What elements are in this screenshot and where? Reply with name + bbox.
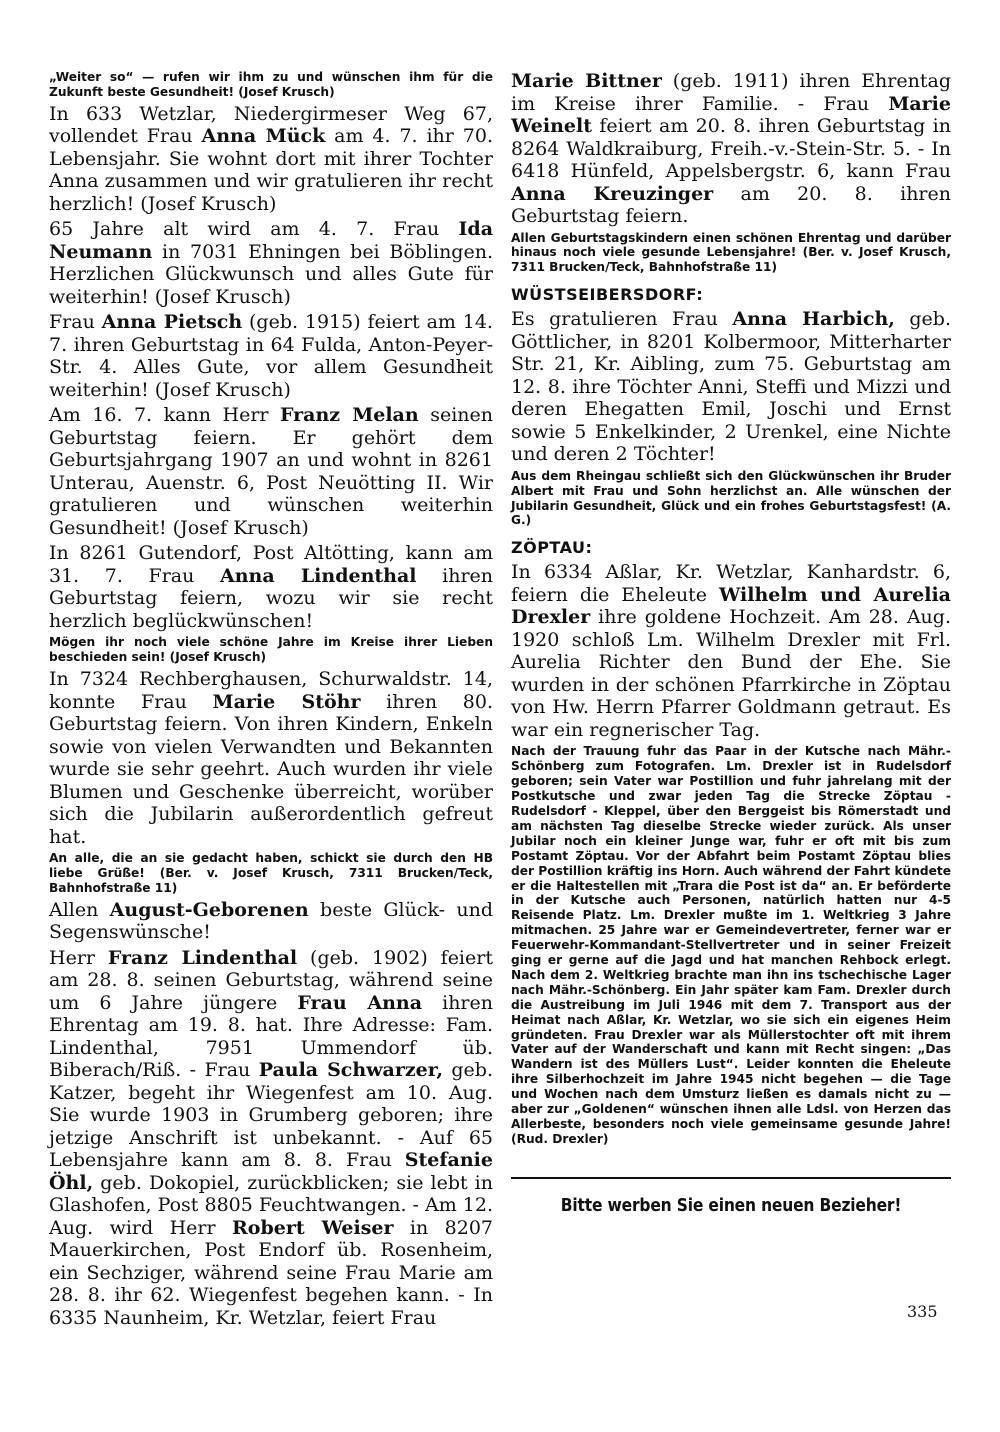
name-highlight: Anna Lindenthal xyxy=(219,564,417,587)
text-run: am 20. 8. ihren Geburtstag feiern. xyxy=(511,182,951,227)
small-print-paragraph xyxy=(49,70,493,100)
article-paragraph xyxy=(511,308,951,466)
text-run: Allen Geburtstagskindern einen schönen Ehrentag und darüber hinaus noch viele gesunde Lebensjahre! (Ber. v. Josef Krusch, 7311 Brucken/Teck, Bahnhofstraße 11) xyxy=(511,230,951,275)
name-highlight: Frau Anna xyxy=(297,991,423,1014)
article-paragraph xyxy=(511,70,951,228)
section-heading xyxy=(511,538,951,558)
article-paragraph xyxy=(511,561,951,741)
article-paragraph xyxy=(49,218,493,308)
name-highlight: August-Geborenen xyxy=(109,898,309,921)
text-run: geb. Dokopiel, zurückblicken; sie lebt in Glashofen, Post 8805 Feuchtwangen. - Am 12. Aug. wird Herr xyxy=(49,1171,494,1239)
text-run: in 7031 Ehningen bei Böblingen. Herzlichen Glückwunsch und alles Gute für weiterhin! (Josef Krusch) xyxy=(49,240,493,308)
text-run: am 4. 7. ihr 70. Lebensjahr. Sie wohnt dort mit ihrer Tochter Anna zusammen und wir gratulieren ihr recht herzlich! (Josef Krusch) xyxy=(49,125,493,215)
name-highlight: Stefanie Öhl, xyxy=(49,1149,493,1194)
article-paragraph xyxy=(49,404,493,539)
text-run: seinen Geburtstag feiern. Er gehört dem Geburtsjahrgang 1907 an und wohnt in 8261 Unterau, Auenstr. 6, Post Neuötting II. Wir gratulieren und wünschen weiterhin Gesundheit! (Josef Krusch) xyxy=(49,404,493,539)
text-run: An alle, die an sie gedacht haben, schickt sie durch den HB liebe Grüße! (Ber. v. Josef Krusch, 7311 Brucken/Teck, Bahnhofstraße 11) xyxy=(49,851,493,895)
text-run: WÜSTSEIBERSDORF: xyxy=(511,285,704,305)
text-run: ihre goldene Hochzeit. Am 28. Aug. 1920 schloß Lm. Wilhelm Drexler mit Frl. Aurelia Richter den Bund der Ehe. Sie wurden in der schönen Pfarrkirche in Zöptau von Hw. Herrn Pfarrer Goldmann getraut. Es war ein regnerischer Tag. xyxy=(511,606,951,741)
article-paragraph xyxy=(49,668,493,848)
text-run: In 633 Wetzlar, Niedergirmeser Weg 67, vollendet Frau xyxy=(49,102,493,148)
text-run: Nach der Trauung fuhr das Paar in der Kutsche nach Mähr.-Schönberg zum Fotografen. Lm. Drexler ist in Rudelsdorf geboren; sein Vater war Postillion und fuhr jahrelang mit der Postkutsche und zwar jeden Tag die Strecke Zöptau - Rudelsdorf - Kleppel, über den Berggeist bis Römerstadt und am nächsten Tag dieselbe Strecke wieder zurück. Als unser Jubilar noch ein kleiner Junge war, fuhr er oft mit bis zum Postamt Zöptau. Vor der Abfahrt beim Postamt Zöptau blies der Postillion kräftig ins Horn. Auch während der Fahrt kündete er die Haltestellen mit „Trara die Post ist da“ an. Er beförderte in der Kutsche auch Personen, natürlich hatten nur 4-5 Reisende Platz. Lm. Drexler mußte im 1. Weltkrieg 3 Jahre mitmachen. 25 Jahre war er Gemeindevertreter, ferner war er Feuerwehr-Kommandant-Stellvertreter und in seiner Freizeit ging er gerne auf die Jagd und hat manchen Rehbock erlegt. Nach dem 2. Weltkrieg brachte man ihn ins tschechische Lager nach Mähr.-Schönberg. Ein Jahr später kam Fam. Drexler durch die Austreibung im Juli 1946 mit dem 7. Transport aus der Heimat nach Aßlar, Kr. Wetzlar, wo sie sich ein eigenes Heim gründeten. Frau Drexler war als Müllerstochter oft mit ihrem Vater auf der Wanderschaft und kann mit Recht singen: „Das Wandern ist des Müllers Lust“. Leider konnten die Eheleute ihre Silberhochzeit im Jahre 1945 nicht begehen — die Tage und Wochen nach dem Umsturz ließen es damals nicht zu — aber zur „Goldenen“ wünschen ihnen alle Ldsl. von Herzen das Allerbeste, besonders noch viele gemeinsame gesunde Jahre! (Rud. Drexler) xyxy=(511,744,951,1146)
text-run: 65 Jahre alt wird am 4. 7. Frau xyxy=(49,218,459,241)
text-run: ihren Ehrentag am 19. 8. hat. Ihre Adresse: Fam. Lindenthal, 7951 Ummendorf üb. Biberach/Riß. - Frau xyxy=(49,991,493,1082)
text-run: Herr xyxy=(49,946,108,969)
right-column-articles xyxy=(511,70,951,1147)
text-run: Am 16. 7. kann Herr xyxy=(49,404,281,427)
text-run: feiert am 20. 8. ihren Geburtstag in 8264 Waldkraiburg, Freih.-v.-Stein-Str. 5. - In 6418 Hünfeld, Appelsbergstr. 6, kann Frau xyxy=(511,115,951,182)
left-column xyxy=(49,70,493,1329)
name-highlight: Marie Bittner xyxy=(511,70,662,92)
text-run: Aus dem Rheingau schließt sich den Glückwünschen ihr Bruder Albert mit Frau und Sohn herzlichst an. Alle wünschen der Jubilarin Gesundheit, Glück und ein frohes Geburtstagsfest! (A. G.) xyxy=(511,468,951,528)
right-column xyxy=(511,70,951,1217)
text-run: (geb. 1911) ihren Ehrentag im Kreise ihrer Familie. - Frau xyxy=(511,70,951,115)
divider-rule xyxy=(511,1177,951,1179)
small-print-paragraph xyxy=(511,231,951,276)
text-run: In 6334 Aßlar, Kr. Wetzlar, Kanhardstr. 6, feiern die Eheleute xyxy=(511,561,951,606)
text-run: In 8261 Gutendorf, Post Altötting, kann am 31. 7. Frau xyxy=(49,542,493,587)
article-paragraph xyxy=(49,542,493,632)
name-highlight: Anna Kreuzinger xyxy=(511,182,714,205)
name-highlight: Anna Mück xyxy=(201,125,326,148)
article-paragraph xyxy=(49,103,493,216)
text-run: Mögen ihr noch viele schöne Jahre im Kreise ihrer Lieben beschieden sein! (Josef Krusch) xyxy=(49,635,493,665)
name-highlight: Marie Weinelt xyxy=(511,92,951,137)
name-highlight: Anna Pietsch xyxy=(101,311,243,334)
text-run: ZÖPTAU: xyxy=(511,538,593,558)
text-run: (geb. 1915) feiert am 14. 7. ihren Geburtstag in 64 Fulda, Anton-Peyer-Str. 4. Alles Gute, vor allem Gesundheit weiterhin! (Josef Krusch) xyxy=(49,311,493,401)
section-heading xyxy=(511,285,951,305)
text-run: „Weiter so“ — rufen wir ihm zu und wünschen ihm für die Zukunft beste Gesundheit! (Josef Krusch) xyxy=(49,70,493,99)
name-highlight: Marie Stöhr xyxy=(212,690,361,713)
small-print-paragraph xyxy=(49,635,493,665)
text-run: geb. Göttlicher, in 8201 Kolbermoor, Mitterharter Str. 21, Kr. Aibling, zum 75. Geburtstag am 12. 8. ihre Töchter Anni, Steffi und Mizzi und deren Ehegatten Emil, Joschi und Ernst sowie 5 Enkelkinder, 2 Urenkel, eine Nichte und deren 2 Töchter! xyxy=(511,308,951,466)
name-highlight: Franz Lindenthal xyxy=(107,946,298,969)
text-run: geb. Katzer, begeht ihr Wiegenfest am 10. Aug. Sie wurde 1903 in Grumberg geboren; ihre jetzige Anschrift ist unbekannt. - Auf 65 Lebensjahre kann am 8. 8. Frau xyxy=(49,1059,494,1172)
small-print-paragraph xyxy=(511,469,951,529)
name-highlight: Anna Harbich, xyxy=(732,308,895,331)
text-run: ihren Geburtstag feiern, wozu wir sie recht herzlich beglückwünschen! xyxy=(49,564,494,632)
name-highlight: Franz Melan xyxy=(280,404,419,427)
subscription-advert: Bitte werben Sie einen neuen Bezieher! xyxy=(560,1194,902,1216)
small-print-paragraph xyxy=(511,744,951,1146)
text-run: beste Glück- und Segenswünsche! xyxy=(49,898,493,944)
small-print-paragraph xyxy=(49,851,493,896)
text-run: ihren 80. Geburtstag feiern. Von ihren Kindern, Enkeln sowie von vielen Verwandten und Bekannten wurde sie sehr geehrt. Auch wurden ihr viele Blumen und Geschenke überreicht, worüber sich die Jubilarin außerordentlich gefreut hat. xyxy=(49,690,493,848)
text-run: Frau xyxy=(49,311,102,334)
text-run: (geb. 1902) feiert am 28. 8. seinen Geburtstag, während seine um 6 Jahre jüngere xyxy=(49,946,493,1014)
text-run: in 8207 Mauerkirchen, Post Endorf üb. Rosenheim, ein Sechziger, während seine Frau Marie am 28. 8. ihr 62. Wiegenfest begehen kann. - In 6335 Naunheim, Kr. Wetzlar, feiert Frau xyxy=(49,1216,494,1329)
name-highlight: Ida Neumann xyxy=(49,218,493,263)
text-run: In 7324 Rechberghausen, Schurwaldstr. 14, konnte Frau xyxy=(49,668,493,713)
name-highlight: Paula Schwarzer, xyxy=(258,1059,443,1082)
article-paragraph xyxy=(49,311,493,401)
name-highlight: Wilhelm und Aurelia Drexler xyxy=(511,583,951,629)
name-highlight: Robert Weiser xyxy=(231,1216,394,1239)
text-run: Allen xyxy=(49,898,110,921)
text-run: Es gratulieren Frau xyxy=(511,308,733,331)
page-number: 335 xyxy=(907,1302,938,1321)
article-paragraph xyxy=(49,899,493,944)
article-paragraph xyxy=(49,947,493,1330)
